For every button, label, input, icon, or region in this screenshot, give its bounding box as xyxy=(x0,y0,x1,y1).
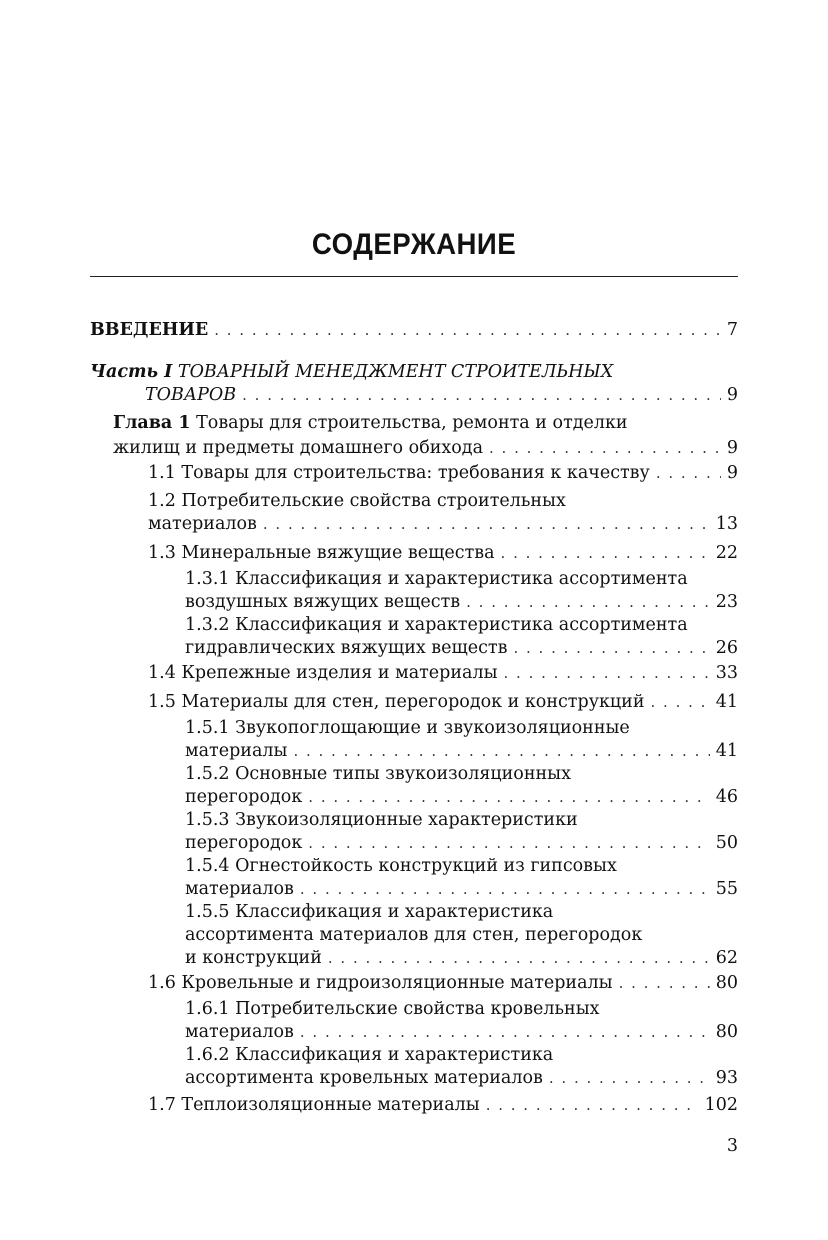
toc-page-number: 93 xyxy=(715,1068,738,1088)
dot-leader xyxy=(308,831,709,855)
toc-entry-1-2-cont[interactable] xyxy=(148,512,738,536)
toc-page-number: 26 xyxy=(715,638,738,658)
toc-page-number: 9 xyxy=(726,463,738,483)
toc-entry-label: гидравлических вяжущих веществ xyxy=(185,638,508,658)
page-title: СОДЕРЖАНИЕ xyxy=(311,228,517,261)
toc-page-number: 9 xyxy=(726,438,738,458)
toc-entry-label: 1.1 Товары для строительства: требования к качеству xyxy=(148,463,650,483)
toc-page-number: 33 xyxy=(715,663,738,683)
toc-entry-1-5-3[interactable]: 1.5.3 Звукоизоляционные характеристики xyxy=(185,810,578,830)
toc-entry-1-1[interactable] xyxy=(148,461,738,485)
dot-leader xyxy=(308,785,709,809)
chapter-title-line: жилищ и предметы домашнего обихода xyxy=(113,438,484,458)
toc-entry-1-2[interactable]: 1.2 Потребительские свойства строительных xyxy=(148,491,566,511)
toc-entry-label: 1.7 Теплоизоляционные материалы xyxy=(148,1095,480,1115)
toc-entry-1-7[interactable] xyxy=(148,1093,738,1117)
dot-leader xyxy=(328,946,710,970)
toc-page-number: 41 xyxy=(715,741,738,761)
dot-leader xyxy=(466,590,710,614)
page-number: 3 xyxy=(726,1136,738,1156)
toc-entry-label: перегородок xyxy=(185,833,303,853)
toc-page-number: 22 xyxy=(715,543,738,563)
toc-page-number: 46 xyxy=(715,787,738,807)
dot-leader xyxy=(513,636,709,660)
toc-entry-part-1[interactable] xyxy=(90,360,613,384)
toc-page-number: 41 xyxy=(715,692,738,712)
dot-leader xyxy=(619,971,710,995)
dot-leader xyxy=(263,512,710,536)
toc-page-number: 80 xyxy=(715,973,738,993)
dot-leader xyxy=(486,1093,699,1117)
toc-entry-1-5-1-cont[interactable] xyxy=(185,739,738,763)
toc-entry-1-6[interactable] xyxy=(148,971,738,995)
toc-entry-1-5-5[interactable]: 1.5.5 Классификация и характеристика xyxy=(185,902,554,922)
toc-entry-part-1-cont[interactable] xyxy=(145,383,738,407)
toc-page-number: 7 xyxy=(726,320,738,340)
chapter-title-line: Товары для строительства, ремонта и отделки xyxy=(196,413,628,433)
toc-entry-label: ассортимента кровельных материалов xyxy=(185,1068,543,1088)
toc-entry-1-5-2[interactable]: 1.5.2 Основные типы звукоизоляционных xyxy=(185,764,571,784)
toc-entry-label: воздушных вяжущих веществ xyxy=(185,592,461,612)
dot-leader xyxy=(504,661,710,685)
toc-page-number: 80 xyxy=(715,1022,738,1042)
toc-entry-label: 1.6 Кровельные и гидроизоляционные материалы xyxy=(148,973,613,993)
dot-leader xyxy=(214,318,721,342)
dot-leader xyxy=(300,877,710,901)
toc-entry-label: перегородок xyxy=(185,787,303,807)
toc-entry-label: материалов xyxy=(185,1022,294,1042)
toc-entry-1-4[interactable] xyxy=(148,661,738,685)
toc-entry-1-3[interactable] xyxy=(148,541,738,565)
toc-entry-1-5-5-line2[interactable]: ассортимента материалов для стен, перегородок xyxy=(185,925,643,945)
toc-entry-label: 1.3 Минеральные вяжущие вещества xyxy=(148,543,495,563)
part-title-line: ТОВАРНЫЙ МЕНЕДЖМЕНТ СТРОИТЕЛЬНЫХ xyxy=(177,362,614,382)
toc-entry-1-3-1[interactable]: 1.3.1 Классификация и характеристика ассортимента xyxy=(185,569,688,589)
toc-entry-label: материалов xyxy=(185,879,294,899)
toc-entry-1-6-1-cont[interactable] xyxy=(185,1020,738,1044)
toc-entry-label: 1.4 Крепежные изделия и материалы xyxy=(148,663,498,683)
toc-entry-1-3-1-cont[interactable] xyxy=(185,590,738,614)
chapter-prefix: Глава 1 xyxy=(113,413,191,433)
toc-entry-1-6-2[interactable]: 1.6.2 Классификация и характеристика xyxy=(185,1045,554,1065)
toc-entry-intro[interactable] xyxy=(90,318,738,342)
toc-page-number: 50 xyxy=(715,833,738,853)
toc-page-number: 62 xyxy=(715,948,738,968)
toc-entry-chapter-1-cont[interactable] xyxy=(113,436,738,460)
dot-leader xyxy=(651,690,714,714)
toc-entry-label: и конструкций xyxy=(185,948,322,968)
toc-entry-1-6-2-cont[interactable] xyxy=(185,1066,738,1090)
toc-entry-label: 1.5 Материалы для стен, перегородок и конструкций xyxy=(148,692,645,712)
toc-entry-1-5-4-cont[interactable] xyxy=(185,877,738,901)
dot-leader xyxy=(293,739,709,763)
toc-entry-chapter-1[interactable] xyxy=(113,411,628,435)
dot-leader xyxy=(549,1066,710,1090)
toc-page-number: 9 xyxy=(726,385,738,405)
dot-leader xyxy=(501,541,710,565)
toc-entry-label: материалов xyxy=(148,514,257,534)
toc-entry-label: материалы xyxy=(185,741,288,761)
toc-entry-1-5[interactable] xyxy=(148,690,738,714)
toc-page-number: 23 xyxy=(715,592,738,612)
toc-entry-1-5-4[interactable]: 1.5.4 Огнестойкость конструкций из гипсовых xyxy=(185,856,617,876)
toc-entry-1-5-5-cont[interactable] xyxy=(185,946,738,970)
toc-entry-1-5-2-cont[interactable] xyxy=(185,785,738,809)
toc-page-number: 13 xyxy=(715,514,738,534)
dot-leader xyxy=(300,1020,710,1044)
part-title-line: ТОВАРОВ xyxy=(145,385,237,405)
toc-entry-1-3-2[interactable]: 1.3.2 Классификация и характеристика ассортимента xyxy=(185,615,688,635)
part-prefix: Часть I xyxy=(90,362,173,382)
dot-leader xyxy=(489,436,721,460)
toc-entry-1-5-1[interactable]: 1.5.1 Звукопоглощающие и звукоизоляционные xyxy=(185,718,630,738)
toc-entry-1-5-3-cont[interactable] xyxy=(185,831,738,855)
toc-page-number: 55 xyxy=(715,879,738,899)
dot-leader xyxy=(242,383,721,407)
toc-page-number: 102 xyxy=(704,1095,738,1115)
toc-entry-1-6-1[interactable]: 1.6.1 Потребительские свойства кровельных xyxy=(185,999,600,1019)
toc-entry-label: ВВЕДЕНИЕ xyxy=(90,320,209,340)
toc-entry-1-3-2-cont[interactable] xyxy=(185,636,738,660)
dot-leader xyxy=(656,461,721,485)
